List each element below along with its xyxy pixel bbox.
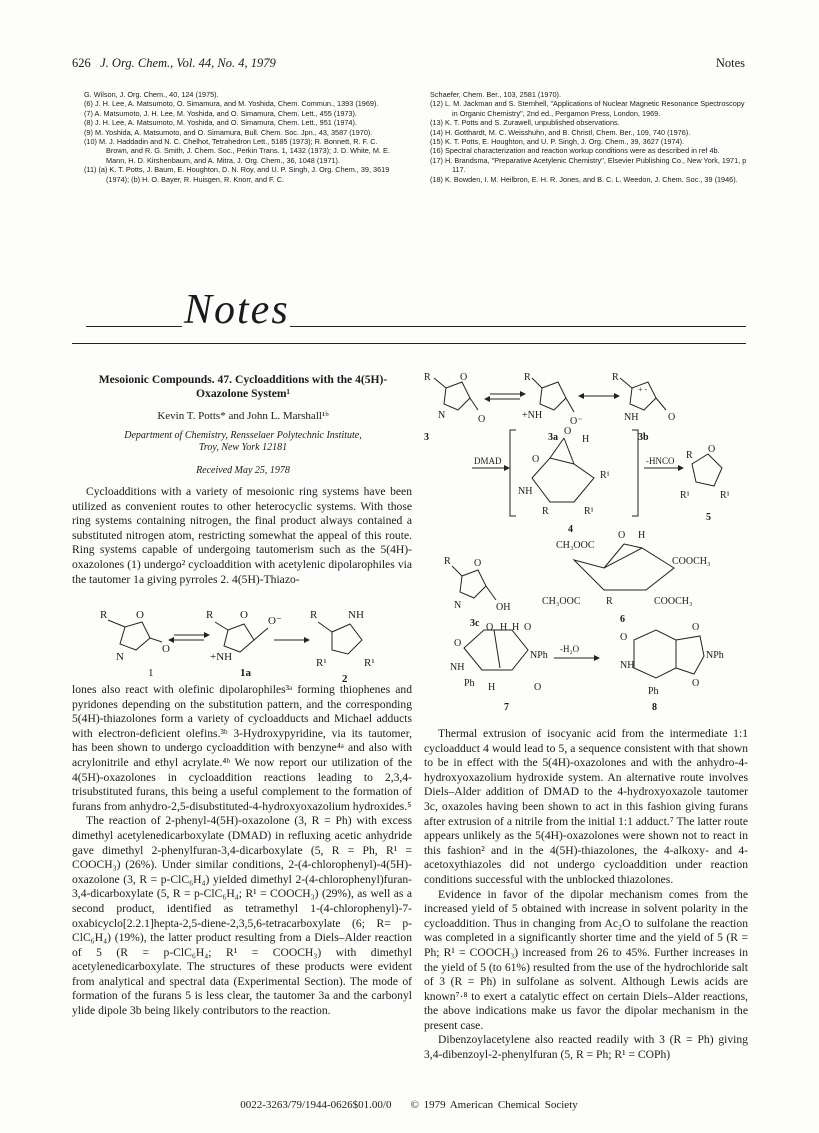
atom-label: NH — [348, 609, 364, 621]
reference-item: (9) M. Yoshida, A. Matsumoto, and O. Simamura, Bull. Chem. Soc. Jpn., 43, 3587 (1970). — [84, 127, 373, 137]
atom-label: OH — [496, 602, 511, 613]
atom-label: NPh — [530, 650, 548, 661]
compound-number: 5 — [706, 512, 711, 523]
charge-label: + - — [638, 385, 648, 394]
section-header: Notes — [715, 56, 745, 70]
title-rule-left — [86, 326, 182, 327]
references-left-column — [84, 90, 402, 184]
body-paragraph: Evidence in favor of the dipolar mechanism comes from the increased yield of 5 obtained with increase in solvent polarity in the cycloaddition. Thus in changing from Ac₂O to sulfolane the reaction was completed in a significantly shorter time and the yield of 5 (R = Ph; R¹ = COOCH₃) increased from 26 to 45%. Further increases in the yield of 5 (to 61%) resulted from the use of the hydrochloride salt of 3 (R = Ph) in sulfolane as solvent. Although Lewis acids are known⁷·⁸ to exert a catalytic effect on certain Diels–Alder reactions, the above indications make us favor the dipolar mechanism in the present case. — [424, 887, 748, 1032]
atom-label: R¹ — [316, 657, 327, 669]
bicyclic-adduct-4 — [532, 458, 594, 502]
atom-label: R — [606, 596, 613, 607]
compound-number: 6 — [620, 614, 625, 625]
atom-label: O — [474, 558, 482, 569]
atom-label: O — [460, 372, 468, 383]
running-header-left — [72, 56, 276, 71]
compound-number: 4 — [568, 524, 573, 535]
ring-compound-1a — [224, 624, 254, 652]
substituent-label: CH₃OOC — [556, 540, 595, 551]
compound-number: 3c — [470, 618, 480, 629]
scheme-oxazolone-pyrrole — [80, 602, 410, 684]
atom-label: O — [162, 643, 170, 655]
atom-label: O — [564, 426, 572, 437]
atom-label: R — [686, 450, 693, 461]
atom-label: O⁻ — [268, 615, 282, 627]
atom-label: Ph — [648, 686, 659, 697]
ring-compound-3c — [460, 570, 486, 598]
tricyclic-compound-7 — [464, 630, 528, 670]
reference-item: (18) K. Bowden, I. M. Heilbron, E. H. R. Jones, and B. C. L. Weedon, J. Chem. Soc., 39 (1946). — [430, 174, 738, 184]
atom-label: O — [692, 678, 700, 689]
body-left-lower — [72, 683, 412, 1019]
atom-label: O — [692, 622, 700, 633]
atom-label: R — [444, 556, 451, 567]
ring-compound-2 — [332, 624, 362, 654]
atom-label: H — [582, 434, 590, 445]
atom-label: N — [454, 600, 462, 611]
reference-item: (11) (a) K. T. Potts, J. Baum, E. Houghton, D. N. Roy, and U. P. Singh, J. Org. Chem., 39, 3619 (1974); (b) H. O. Bayer, R. Huisgen, R. Knorr, and F. C. — [84, 165, 390, 184]
article-title: Mesoionic Compounds. 47. Cycloadditions with the 4(5H)-Oxazolone System¹ — [98, 373, 388, 400]
page-footer — [72, 1099, 746, 1111]
reagent-label: -HNCO — [646, 456, 675, 466]
substituent-label: COOCH₃ — [672, 556, 711, 567]
atom-label: R — [100, 609, 108, 621]
body-right — [424, 727, 748, 1063]
reference-item: Schaefer, Chem. Ber., 103, 2581 (1970). — [430, 90, 562, 99]
reference-item: (8) J. H. Lee, A. Matsumoto, M. Yoshida, and O. Simamura, Chem. Lett., 951 (1974). — [84, 118, 357, 128]
compound-number: 7 — [504, 702, 509, 713]
atom-label: NH — [518, 486, 533, 497]
references-right-column — [430, 90, 752, 184]
substituent-label: COOCH₃ — [654, 596, 693, 607]
atom-label: H — [512, 622, 520, 633]
body-left-upper — [72, 485, 412, 587]
article-code: 0022-3263/79/1944-0626$01.00/0 — [240, 1099, 392, 1111]
atom-label: NH — [624, 412, 639, 423]
page-number: 626 — [72, 56, 91, 70]
reagent-label: DMAD — [474, 456, 502, 466]
ring-compound-5 — [692, 454, 722, 486]
ring-compound-3a — [540, 382, 566, 410]
compound-number: 1 — [148, 667, 154, 679]
atom-label: R — [612, 372, 619, 383]
reference-item: (17) H. Brandsma, "Preparative Acetylenic Chemistry", Elsevier Publishing Co., New York, 1971, p 117. — [430, 155, 747, 175]
atom-label: O⁻ — [570, 416, 583, 427]
atom-label: O — [668, 412, 676, 423]
reagent-label: -H₂O — [560, 644, 580, 654]
received-date: Received May 25, 1978 — [196, 465, 290, 476]
atom-label: O — [478, 414, 486, 425]
atom-label: O — [708, 444, 716, 455]
atom-label: R¹ — [364, 657, 375, 669]
reference-item: G. Wilson, J. Org. Chem., 40, 124 (1975). — [84, 90, 219, 99]
reference-item: (7) A. Matsumoto, J. H. Lee, M. Yoshida, and O. Simamura, Chem. Lett., 455 (1973). — [84, 108, 357, 118]
body-paragraph: The reaction of 2-phenyl-4(5H)-oxazolone (3, R = Ph) with excess dimethyl acetylenedicarboxylate (DMAD) in refluxing acetic anhydride gave dimethyl 2-phenylfuran-3,4-dicarboxylate (5, R = Ph, R¹ = COOCH₃) (26%). Under similar conditions, 2-(4-chlorophenyl)-4(5H)-oxazolone (3, R = p-ClC₆H₄) yielded dimethyl 2-(4-chlorophenyl)furan-3,4-dicarboxylate (5, R = p-ClC₆H₄; R¹ = COOCH₃) (29%), as well as a second product, identified as tetramethyl 1-(4-chlorophenyl)-7-oxabicyclo[2.2.1]hepta-2,5-diene-2,3,5,6-tetracarboxylate (6; R= p-ClC₆H₄) (19%), the latter product resulting from a Diels–Alder reaction of 5 (R = p-ClC₆H₄; R¹ = COOCH₃) with dimethyl acetylenedicarboxylate. The structures of these products were evident from analytical and spectral data (Experimental Section). The mode of formation of the furans 5 is less clear, the tautomer 3a and the carbonyl ylide dipole 3b being likely contributors to the reaction. — [72, 814, 412, 1018]
atom-label: R — [424, 372, 431, 383]
atom-label: H — [488, 682, 496, 693]
copyright-notice: © 1979 American Chemical Society — [410, 1099, 578, 1111]
compound-number: 8 — [652, 702, 657, 713]
atom-label: NPh — [706, 650, 724, 661]
section-divider — [72, 343, 746, 344]
scheme-oxazolone-cycloaddition — [424, 368, 746, 718]
atom-label: NH — [450, 662, 465, 673]
atom-label: O — [532, 454, 540, 465]
title-rule-right — [290, 326, 746, 327]
atom-label: NH — [620, 660, 635, 671]
atom-label: O — [454, 638, 462, 649]
atom-label: R — [206, 609, 214, 621]
atom-label: O — [136, 609, 144, 621]
atom-label: Ph — [464, 678, 475, 689]
atom-label: O — [534, 682, 542, 693]
atom-label: O — [524, 622, 532, 633]
atom-label: R¹ — [720, 490, 730, 501]
substituent-label: CH₃OOC — [542, 596, 581, 607]
reference-item: (16) Spectral characterization and reaction workup conditions were as described in ref 4b. — [430, 146, 720, 156]
body-paragraph: Cycloadditions with a variety of mesoionic ring systems have been utilized as convenient routes to other heterocyclic systems. With those ring systems containing nitrogen, the final product always contained a substituted nitrogen atom, restricting somewhat the appeal of this route. Ring systems capable of undergoing tautomerism such as the 5(4H)-oxazolones (1) undergo² cycloaddition with acetylenic dipolarophiles via the tautomer 1a giving pyrroles 2. 4(5H)-Thiazo- — [72, 485, 412, 586]
compound-number: 3b — [638, 432, 649, 443]
reference-item: (14) H. Gotthardt, M. C. Weisshuhn, and B. Christl, Chem. Ber., 109, 740 (1976). — [430, 127, 691, 137]
body-paragraph: Dibenzoylacetylene also reacted readily with 3 (R = Ph) giving 3,4-dibenzoyl-2-phenylfuran (5, R = Ph; R¹ = COPh) — [424, 1033, 748, 1062]
ring-compound-1 — [120, 622, 150, 650]
ring-compound-3 — [444, 382, 470, 410]
atom-label: +NH — [210, 651, 233, 663]
atom-label: O — [240, 609, 248, 621]
reference-item: (10) M. J. Haddadin and N. C. Chelhot, Tetrahedron Lett., 5185 (1973); R. Bonnett, R. F. C. Brown, and R. G. Smith, J. Chem. Soc., Perkin Trans. 1, 1432 (1973); J. D. White, M. E. Mann, H. D. Kirshenbaum, and A. Mitra, J. Org. Chem., 36, 1048 (1971). — [84, 137, 390, 165]
reference-item: (13) K. T. Potts and S. Zurawell, unpublished observations. — [430, 118, 620, 128]
article-authors: Kevin T. Potts* and John L. Marshall¹ᵇ — [157, 410, 329, 422]
bicyclic-adduct-6 — [574, 548, 674, 590]
reference-item: (12) L. M. Jackman and S. Sternhell, "Applications of Nuclear Magnetic Resonance Spectroscopy in Organic Chemistry", 2nd ed., Pergamon Press, London, 1969. — [430, 99, 745, 118]
compound-number: 1a — [240, 667, 251, 679]
compound-number: 3 — [424, 432, 429, 443]
body-paragraph: lones also react with olefinic dipolarophiles³ᵃ forming thiophenes and pyridones depending on the substitution pattern, and the corresponding 5(4H)-thiazolones form a variety of cycloadducts and Michael adducts with electron-deficient olefins.³ᵇ 3-Hydroxypyridine, via its tautomer, has been shown to undergo cycloaddition with benzyne⁴ᵃ and also with acrylonitrile and ethyl acrylate.⁴ᵇ We now report our utilization of the 4(5H)-oxazolones in cycloaddition reactions leading to 2,3,4-trisubstituted furans, this being a useful complement to the formation of furans from anhydro-2,5-disubstituted-4-hydroxyoxazolium hydroxides.⁵ — [72, 683, 412, 813]
atom-label: N — [438, 410, 446, 421]
fused-compound-8 — [634, 630, 676, 678]
atom-label: H — [500, 622, 508, 633]
atom-label: N — [116, 651, 124, 663]
atom-label: R — [524, 372, 531, 383]
body-paragraph: Thermal extrusion of isocyanic acid from the intermediate 1:1 cycloadduct 4 would lead to 5, a sequence consistent with that shown to be in effect with the 5(4H)-oxazolones and with the anhydro-4-hydroxyoxazolium hydroxide system. An alternative route involves Diels–Alder addition of DMAD to the 4-hydroxyoxazole tautomer 3c, oxazoles having been shown to act in this fashion giving furans after extrusion of a nitrile from the initial 1:1 adduct.⁷ The latter route appears unlikely as the 5(4H)-oxazolones were shown not to react in this fashion² and in the 4(5H)-thiazolones, the 4-alkoxy- and 4-acetoxythiazoles did not undergo cycloaddition under reaction conditions successful with the unblocked thiazolones. — [424, 727, 748, 886]
atom-label: R¹ — [584, 506, 594, 517]
atom-label: H — [638, 530, 646, 541]
atom-label: O — [618, 530, 626, 541]
atom-label: +NH — [522, 410, 543, 421]
reference-item: (6) J. H. Lee, A. Matsumoto, O. Simamura, and M. Yoshida, Chem. Commun., 1393 (1969). — [84, 99, 379, 109]
affiliation-line: Department of Chemistry, Rensselaer Polytechnic Institute, — [124, 430, 362, 441]
compound-number: 3a — [548, 432, 558, 443]
atom-label: O — [620, 632, 628, 643]
compound-number: 2 — [342, 673, 348, 684]
section-title-banner — [72, 287, 746, 340]
journal-citation: J. Org. Chem., Vol. 44, No. 4, 1979 — [100, 56, 276, 70]
atom-label: R — [310, 609, 318, 621]
affiliation-line: Troy, New York 12181 — [198, 442, 288, 453]
atom-label: O — [486, 622, 494, 633]
atom-label: R¹ — [680, 490, 690, 501]
section-title: Notes — [184, 287, 290, 333]
reference-item: (15) K. T. Potts, E. Houghton, and U. P. Singh, J. Org. Chem., 39, 3627 (1974). — [430, 137, 685, 147]
atom-label: R¹ — [600, 470, 610, 481]
atom-label: R — [542, 506, 549, 517]
article-affiliation — [84, 430, 402, 454]
